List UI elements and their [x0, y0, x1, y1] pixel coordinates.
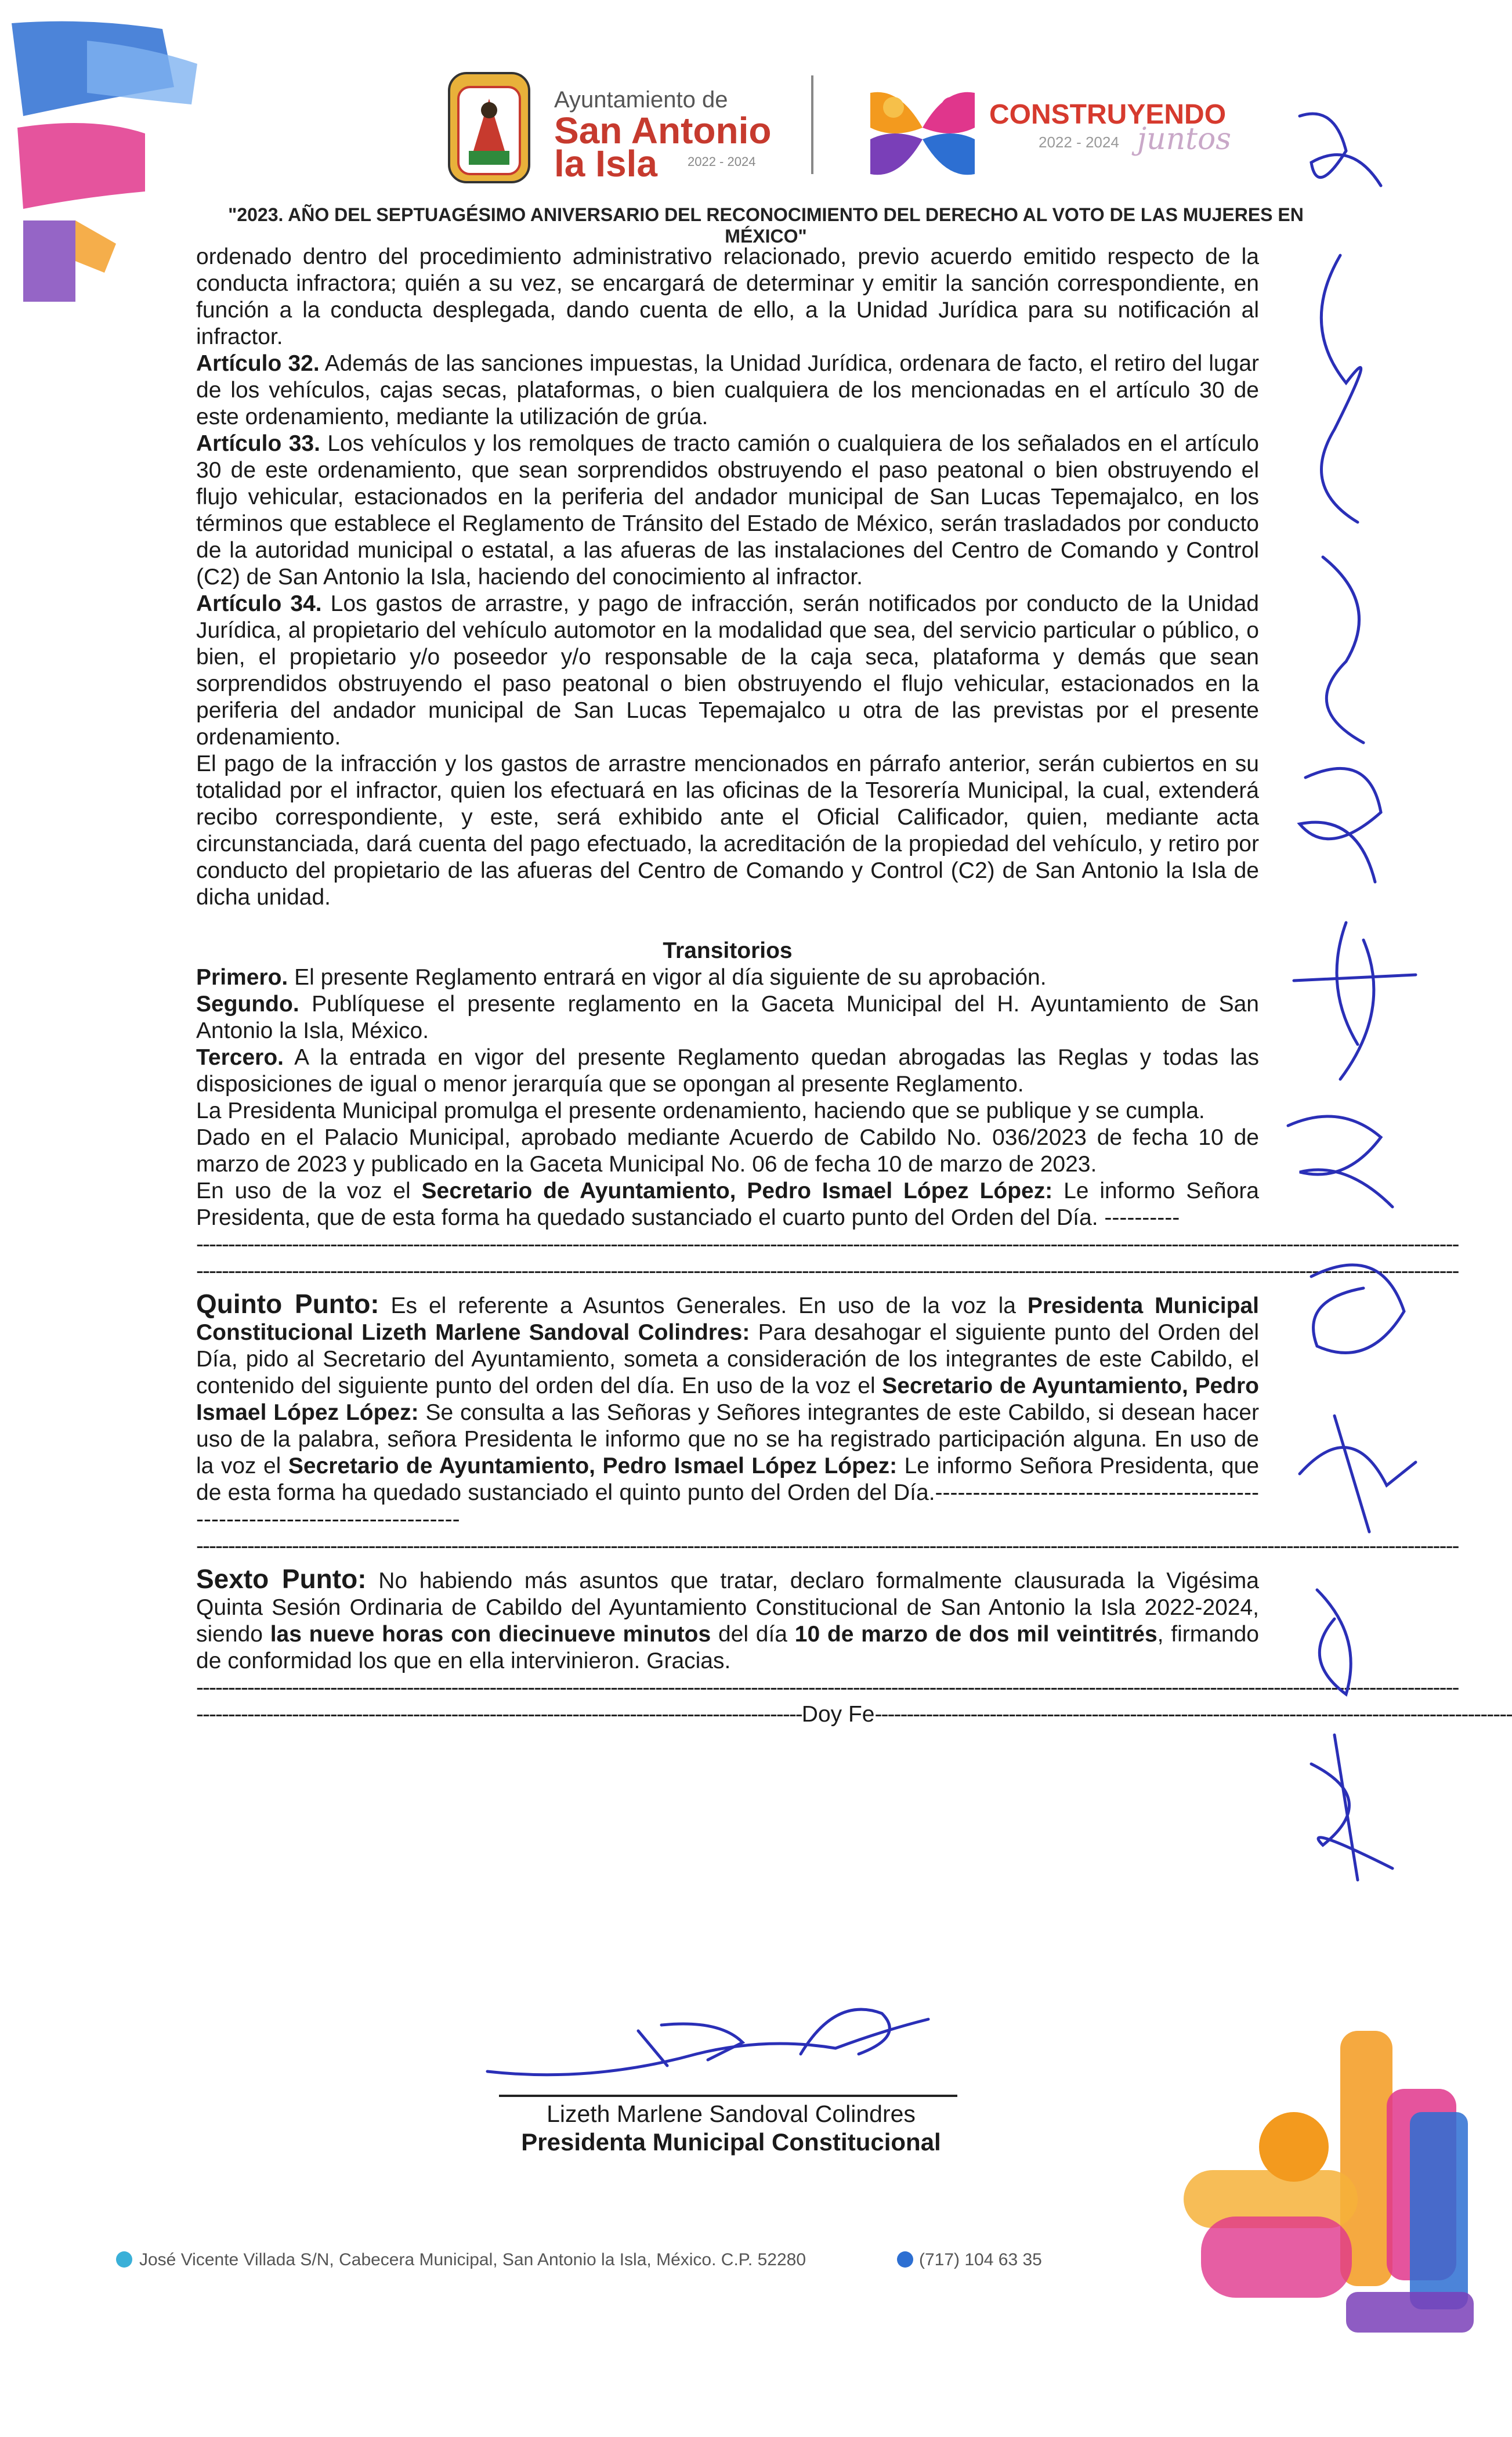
- ayuntamiento-label: Ayuntamiento de: [554, 87, 728, 113]
- sexto-punto: [196, 1565, 1259, 1675]
- quinto-punto: [196, 1290, 1259, 1533]
- signature-line: [499, 2095, 957, 2097]
- article-33: [196, 431, 1259, 591]
- sexto-text-e: , firmando de conformidad los que en ella intervinieron. Gracias.: [196, 1622, 1259, 1673]
- primero-label: Primero.: [196, 965, 288, 990]
- quinto-text-c: Para desahogar el siguiente punto del Orden del Día, pido al Secretario del Ayuntamiento, someta a consideración de los integrantes de este Cabildo, el contenido del siguiente punto del orden del día. En uso de la voz el: [196, 1320, 1259, 1398]
- quinto-speaker-secretary-2: Secretario de Ayuntamiento, Pedro Ismael López López:: [288, 1453, 898, 1478]
- quinto-speaker-president: Presidenta Municipal Constitucional Lizeth Marlene Sandoval Colindres:: [196, 1293, 1259, 1345]
- tercero-label: Tercero.: [196, 1045, 284, 1070]
- doy-fe-line: -----------------------------------------------------------------------------------------------Doy Fe----------------------------------------------------------------------------------------------------: [196, 1702, 1512, 1727]
- quinto-speaker-secretary: Secretario de Ayuntamiento, Pedro Ismael López López:: [196, 1373, 1259, 1425]
- tercero-text: A la entrada en vigor del presente Reglamento quedan abrogadas las Reglas y todas las disposiciones de igual o menor jerarquía que se opongan al presente Reglamento.: [196, 1045, 1259, 1097]
- uso-voz-speaker: Secretario de Ayuntamiento, Pedro Ismael López López:: [421, 1178, 1053, 1203]
- top-left-decoration: [0, 0, 220, 360]
- dash-separator: ------------------------------------------------------------------------------------------------------------------------------------------------------------------------------------------------------: [196, 1534, 1459, 1559]
- paragraph-uso-voz: [196, 1178, 1259, 1231]
- article-32-label: Artículo 32.: [196, 351, 320, 376]
- signatory-name: Lizeth Marlene Sandoval Colindres: [547, 2100, 916, 2127]
- article-32-text: Además de las sanciones impuestas, la Unidad Jurídica, ordenara de facto, el retiro del lugar de los vehículos, cajas secas, plataformas, o bien cualquiera de los mencionadas en el artículo 30 de este ordenamiento, mediante la utilización de grúa.: [196, 351, 1259, 429]
- bottom-right-decoration: [1184, 2019, 1474, 2344]
- transitorio-primero: [196, 964, 1259, 991]
- sexto-date: 10 de marzo de dos mil veintitrés: [794, 1622, 1157, 1647]
- uso-voz-intro: En uso de la voz el: [196, 1178, 422, 1203]
- article-34: [196, 591, 1259, 751]
- quinto-text-a: Es el referente a Asuntos Generales. En uso de la voz la: [379, 1293, 1028, 1318]
- sexto-punto-label: Sexto Punto:: [196, 1564, 367, 1594]
- sexto-text-c: del día: [711, 1622, 795, 1647]
- paragraph-intro: ordenado dentro del procedimiento administrativo relacionado, previo acuerdo emitido respecto de la conducta infractora; quién a su vez, se encargará de determinar y emitir la sanción correspondiente, en función a la conducta desplegada, dando cuenta de ello, a la Unidad Jurídica para su notificación al infractor.: [196, 244, 1259, 349]
- article-33-text: Los vehículos y los remolques de tracto camión o cualquiera de los señalados en el artículo 30 de este ordenamiento, que sean sorprendidos obstruyendo el paso peatonal o bien obstruyendo el flujo vehicular, estacionados en la periferia del andador municipal de San Lucas Tepemajalco, en los términos que establece el Reglamento de Tránsito del Estado de México, serán trasladados por conducto de la autoridad municipal o estatal, a las afueras de las instalaciones del Centro de Comando y Control (C2) de San Antonio la Isla, haciendo del conocimiento al infractor.: [196, 431, 1260, 590]
- municipal-seal-icon: [446, 70, 533, 186]
- sexto-hour: las nueve horas con diecinueve minutos: [270, 1622, 711, 1647]
- transitorios-title: Transitorios: [663, 938, 793, 963]
- municipality-name-line1: San Antonio: [554, 110, 772, 151]
- segundo-text: Publíquese el presente reglamento en la Gaceta Municipal del H. Ayuntamiento de San Antonio la Isla, México.: [196, 992, 1259, 1043]
- margin-signatures: [1265, 81, 1480, 1926]
- segundo-label: Segundo.: [196, 992, 299, 1017]
- municipality-period: 2022 - 2024: [688, 154, 756, 169]
- transitorio-segundo: [196, 991, 1259, 1044]
- signatory-title: Presidenta Municipal Constitucional: [521, 2128, 941, 2156]
- paragraph-pago: El pago de la infracción y los gastos de arrastre mencionados en párrafo anterior, serán cubiertos en su totalidad por el infractor, quien los efectuará en las oficinas de la Tesorería Municipal, la cual, extenderá recibo correspondiente, y este, será exhibido ante el Oficial Calificador, quien, mediante acta circunstanciada, dará cuenta del pago efectuado, la acreditación de la propiedad del vehículo, y retiro por conducto del propietario de las afueras del Centro de Comando y Control (C2) de San Antonio la Isla de dicha unidad.: [196, 751, 1259, 910]
- article-34-label: Artículo 34.: [196, 591, 322, 616]
- doy-fe: Doy Fe: [801, 1702, 875, 1727]
- header-divider: [811, 75, 813, 174]
- quinto-punto-label: Quinto Punto:: [196, 1289, 379, 1319]
- sexto-text-a: No habiendo más asuntos que tratar, declaro formalmente clausurada la Vigésima Quinta Sesión Ordinaria de Cabildo del Ayuntamiento Constitucional de San Antonio la Isla 2022-2024, siendo: [196, 1568, 1259, 1647]
- article-33-label: Artículo 33.: [196, 431, 320, 456]
- president-signature: [476, 1984, 963, 2100]
- phone-icon: [897, 2251, 913, 2268]
- article-32: [196, 350, 1259, 431]
- construyendo-logo-icon: [859, 75, 986, 191]
- location-icon: [116, 2251, 132, 2268]
- footer-address: José Vicente Villada S/N, Cabecera Municipal, San Antonio la Isla, México. C.P. 52280: [139, 2250, 806, 2269]
- paragraph-promulga: La Presidenta Municipal promulga el presente ordenamiento, haciendo que se publique y se cumpla.: [196, 1098, 1205, 1123]
- footer-phone: (717) 104 63 35: [919, 2250, 1042, 2269]
- uso-voz-text: Le informo Señora Presidenta, que de esta forma ha quedado sustanciado el cuarto punto del Orden del Día. ----------: [196, 1178, 1259, 1230]
- transitorio-tercero: [196, 1044, 1259, 1098]
- primero-text: El presente Reglamento entrará en vigor al día siguiente de su aprobación.: [288, 965, 1047, 990]
- paragraph-dado: Dado en el Palacio Municipal, aprobado mediante Acuerdo de Cabildo No. 036/2023 de fecha 10 de marzo de 2023 y publicado en la Gaceta Municipal No. 06 de fecha 10 de marzo de 2023.: [196, 1125, 1259, 1177]
- campaign-period: 2022 - 2024: [1039, 133, 1119, 151]
- dash-separator: ------------------------------------------------------------------------------------------------------------------------------------------------------------------------------------------------------: [196, 1232, 1459, 1257]
- header-motto: "2023. AÑO DEL SEPTUAGÉSIMO ANIVERSARIO DEL RECONOCIMIENTO DEL DERECHO AL VOTO DE LAS MUJERES EN MÉXICO": [228, 204, 1304, 247]
- article-34-text: Los gastos de arrastre, y pago de infracción, serán notificados por conducto de la Unidad Jurídica, al propietario del vehículo automotor en la modalidad que sea, del servicio particular o público, o bien, el propietario y/o poseedor y/o responsable de la caja seca, plataforma y demás que sean sorprendidos obstruyendo el paso peatonal o bien obstruyendo el flujo vehicular, estacionados en la periferia del andador municipal de San Lucas Tepemajalco u otra de las previstas por el presente ordenamiento.: [196, 591, 1259, 750]
- quinto-text-g: Le informo Señora Presidenta, que de esta forma ha quedado sustanciado el quinto punto del Orden del Día.------------------------------------------------------------------------------: [196, 1453, 1260, 1532]
- campaign-title: CONSTRUYENDO: [989, 99, 1227, 130]
- document-body: [196, 244, 1512, 1728]
- dash-separator: ------------------------------------------------------------------------------------------------------------------------------------------------------------------------------------------------------: [196, 1259, 1459, 1283]
- dash-separator: ------------------------------------------------------------------------------------------------------------------------------------------------------------------------------------------------------: [196, 1675, 1459, 1700]
- quinto-text-e: Se consulta a las Señoras y Señores integrantes de este Cabildo, si desean hacer uso de la palabra, señora Presidenta le informo que no se ha registrado participación alguna. En uso de la voz el: [196, 1400, 1259, 1478]
- campaign-script: juntos: [1137, 122, 1231, 157]
- municipality-name-line2: la Isla: [554, 143, 657, 185]
